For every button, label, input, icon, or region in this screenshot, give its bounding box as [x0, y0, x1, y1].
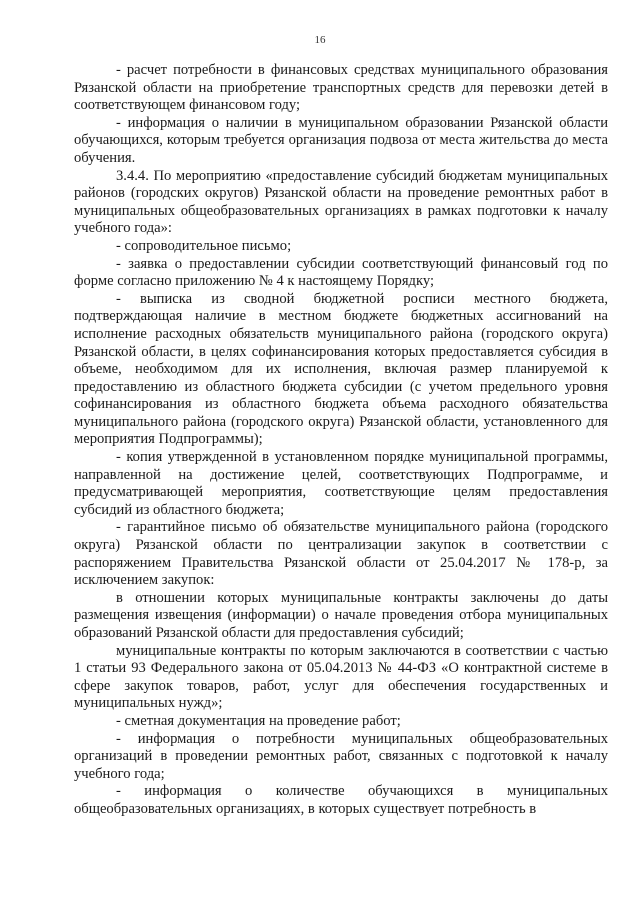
paragraph: - копия утвержденной в установленном порядке муниципальной программы, направленной на достижение целей, соответствующих Подпрограмме, и предусматривающей мероприятия, соответствующие целям предоставления субсидий из областного бюджета; [74, 449, 608, 518]
paragraph: - сметная документация на проведение работ; [116, 712, 401, 729]
paragraph: - информация о количестве обучающихся в муниципальных общеобразовательных организациях, в которых существует потребность в [74, 783, 608, 817]
paragraph: - заявка о предоставлении субсидии соответствующий финансовый год по форме согласно приложению № 4 к настоящему Порядку; [74, 255, 608, 290]
paragraph: - сопроводительное письмо; [116, 237, 292, 254]
paragraph: - выписка из сводной бюджетной росписи местного бюджета, подтверждающая наличие в местном бюджете бюджетных ассигнований на исполнение расходных обязательств муниципального района (городского округа) Рязанской области, в целях софинансирования которых предоставляется субсидия в объеме, необходимом для их исполнения, включая размер планируемой к предоставлению из областного бюджета субсидии (с учетом предельного уровня софинансирования из областного бюджета объема расходного обязательства муниципального района (городского округа) Рязанской области, установленного для мероприятия Подпрограммы); [74, 290, 608, 448]
page-body [74, 62, 608, 819]
paragraph: 3.4.4. По мероприятию «предоставление субсидий бюджетам муниципальных районов (городских округов) Рязанской области на проведение ремонтных работ в муниципальных общеобразовательных организациях в рамках подготовки к началу учебного года»: [74, 167, 608, 237]
paragraph: муниципальные контракты по которым заключаются в соответствии с частью 1 статьи 93 Федерального закона от 05.04.2013 № 44-ФЗ «О контрактной системе в сфере закупок товаров, работ, услуг для обеспечения государственных и муниципальных нужд»; [74, 642, 608, 712]
paragraph: в отношении которых муниципальные контракты заключены до даты размещения извещения (информации) о начале проведения отбора муниципальных образований Рязанской области для предоставления субсидий; [74, 589, 608, 641]
paragraph: - информация о наличии в муниципальном образовании Рязанской области обучающихся, которым требуется организация подвоза от места жительства до места обучения. [74, 114, 608, 166]
paragraph: - расчет потребности в финансовых средствах муниципального образования Рязанской области на приобретение транспортных средств для перевозки детей в соответствующем финансовом году; [74, 62, 608, 114]
page-number: 16 [314, 34, 326, 46]
paragraph: - информация о потребности муниципальных общеобразовательных организаций в проведении ремонтных работ, связанных с подготовкой к началу учебного года; [74, 730, 608, 782]
paragraph: - гарантийное письмо об обязательстве муниципального района (городского округа) Рязанской области по централизации закупок в соответствии с распоряжением Правительства Рязанской области от 25.04.2017 № 178-р, за исключением закупок: [74, 519, 608, 589]
